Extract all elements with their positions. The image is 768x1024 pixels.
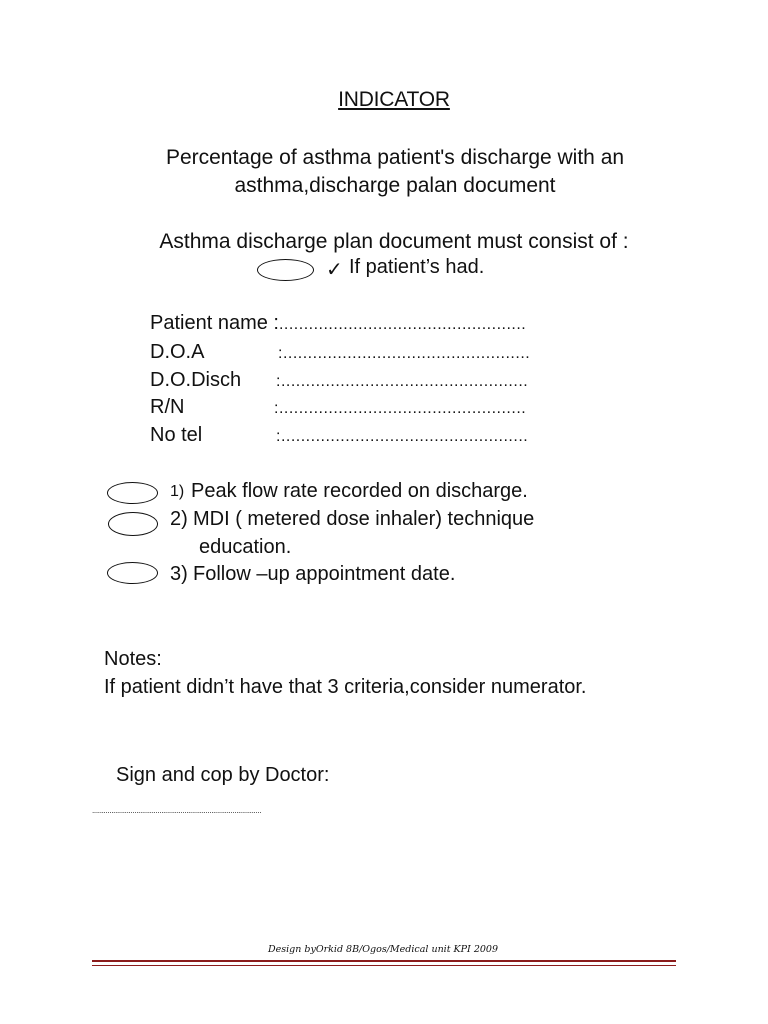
criteria-2-continuation: education.: [199, 536, 292, 558]
check-line-text: If patient’s had.: [349, 256, 485, 278]
signature-line[interactable]: ........................................................................................: [92, 806, 262, 815]
footer-rule-thick: [92, 960, 676, 962]
field-label: D.O.Disch: [150, 369, 242, 391]
field-dodisch: [150, 369, 528, 392]
criteria-3-number: 3): [170, 563, 188, 585]
footer-rule-thin: [92, 965, 676, 966]
criteria-3-oval[interactable]: [107, 562, 158, 584]
field-label: R/N: [150, 396, 185, 418]
criteria-1-text: Peak flow rate recorded on discharge.: [191, 480, 528, 502]
footer-credit: Design byOrkid 8B/Ogos/Medical unit KPI 2009: [268, 944, 498, 955]
field-dots[interactable]: :..................................................: [276, 373, 529, 390]
criteria-2-text: MDI ( metered dose inhaler) technique: [193, 508, 535, 530]
field-dots[interactable]: :..................................................: [274, 400, 527, 417]
description-line-1: Percentage of asthma patient's discharge with an: [165, 146, 625, 169]
field-dots[interactable]: :..................................................: [276, 428, 529, 445]
field-label: No tel: [150, 424, 203, 446]
field-patient-name: [150, 312, 526, 335]
field-label: D.O.A: [150, 341, 205, 363]
field-doa: [150, 341, 530, 364]
field-dots[interactable]: :..................................................: [278, 345, 531, 362]
check-mark-icon: ✓: [326, 259, 343, 281]
criteria-3-text: Follow –up appointment date.: [193, 563, 456, 585]
requirement-text: Asthma discharge plan document must consist of :: [159, 230, 629, 253]
field-label: Patient name :: [150, 312, 279, 334]
page-title: INDICATOR: [338, 88, 450, 111]
criteria-2-number: 2): [170, 508, 188, 530]
criteria-1-oval[interactable]: [107, 482, 158, 504]
description-line-2: asthma,discharge palan document: [234, 174, 556, 197]
field-rn: [150, 396, 526, 419]
criteria-2-oval[interactable]: [108, 512, 158, 536]
signature-label: Sign and cop by Doctor:: [116, 764, 330, 786]
notes-text: If patient didn’t have that 3 criteria,consider numerator.: [104, 676, 587, 698]
check-oval[interactable]: [257, 259, 314, 281]
notes-heading: Notes:: [104, 648, 162, 670]
criteria-1-number: 1): [170, 483, 185, 500]
field-dots[interactable]: ..................................................: [278, 316, 527, 333]
field-no-tel: [150, 424, 528, 447]
